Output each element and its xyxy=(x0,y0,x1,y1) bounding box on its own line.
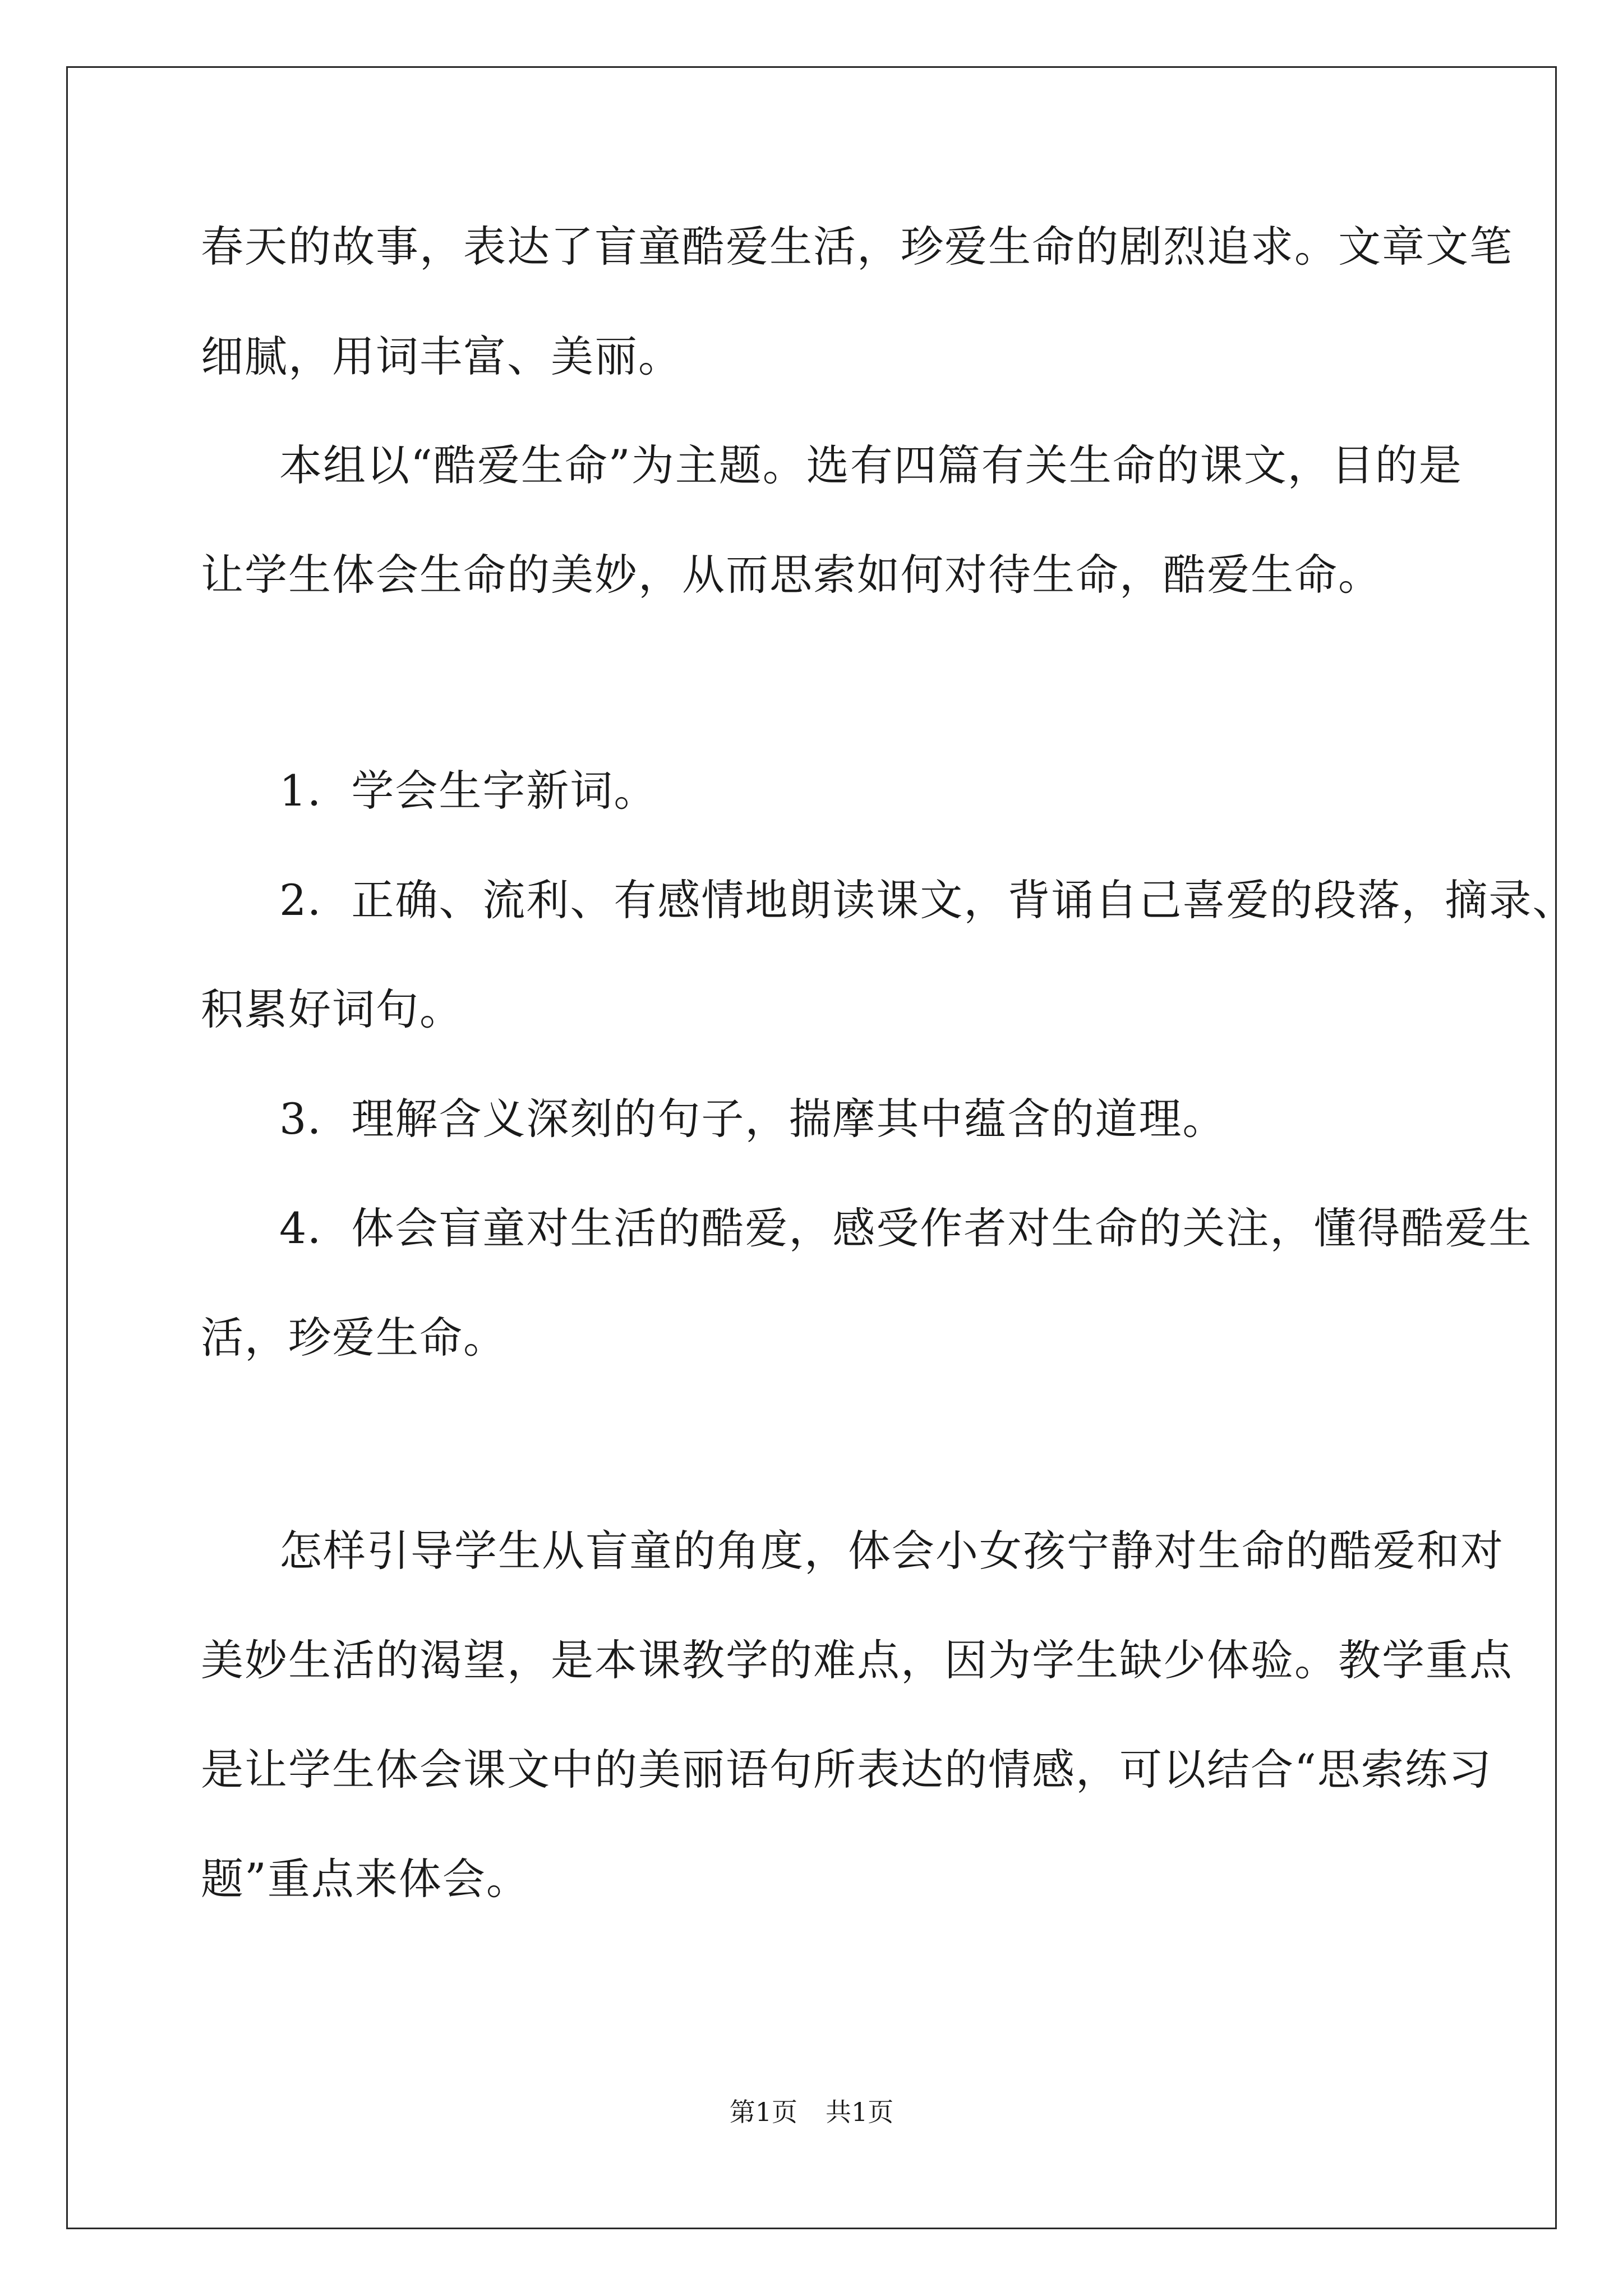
text-line: 是让学生体会课文中的美丽语句所表达的情感，可以结合“思索练习 xyxy=(201,1745,1492,1795)
text-line: 题”重点来体会。 xyxy=(201,1854,530,1904)
text-line: 积累好词句。 xyxy=(201,984,463,1034)
list-item-4: 4．体会盲童对生活的酷爱，感受作者对生命的关注，懂得酷爱生 xyxy=(279,1203,1533,1253)
text-line: 让学生体会生命的美妙，从而思索如何对待生命，酷爱生命。 xyxy=(201,550,1382,600)
list-item-3: 3．理解含义深刻的句子，揣摩其中蕴含的道理。 xyxy=(279,1094,1227,1144)
text-line: 细腻，用词丰富、美丽。 xyxy=(201,332,682,381)
page-total: 共1页 xyxy=(826,2097,894,2127)
page-footer xyxy=(0,2095,1623,2129)
list-item-1: 1．学会生字新词。 xyxy=(279,766,658,816)
list-item-2: 2．正确、流利、有感情地朗读课文，背诵自己喜爱的段落，摘录、 xyxy=(279,875,1576,925)
page-number: 第1页 xyxy=(729,2097,797,2127)
text-line: 美妙生活的渴望，是本课教学的难点，因为学生缺少体验。教学重点 xyxy=(201,1635,1513,1685)
text-line: 活，珍爱生命。 xyxy=(201,1313,507,1363)
paragraph-start: 怎样引导学生从盲童的角度，体会小女孩宁静对生命的酷爱和对 xyxy=(279,1526,1504,1576)
paragraph-start: 本组以“酷爱生命”为主题。选有四篇有关生命的课文，目的是 xyxy=(279,440,1463,490)
text-line: 春天的故事，表达了盲童酷爱生活，珍爱生命的剧烈追求。文章文笔 xyxy=(201,222,1513,272)
